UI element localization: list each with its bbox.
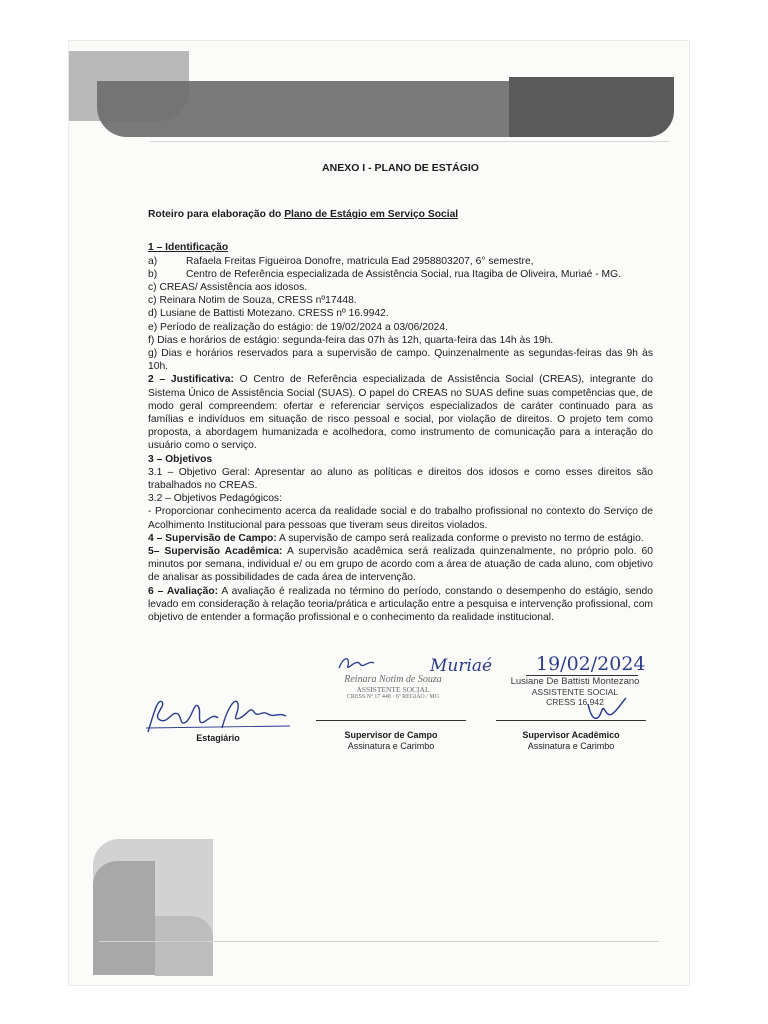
estagiario-caption <box>148 733 288 744</box>
section-objetivos <box>148 453 653 532</box>
section-justificativa <box>148 373 653 452</box>
objetivos-pedagogicos-text: - Proporcionar conhecimento acerca da realidade social e do trabalho profissional no contexto do Serviço de Acolhimento Institucional para pessoas que tiveram seus direitos violados. <box>148 506 653 531</box>
estagiario-label: Estagiário <box>196 733 240 743</box>
ident-item-f: f) Dias e horários de estágio: segunda-feira das 07h às 12h, quarta-feira das 14h às 19h. <box>148 334 554 346</box>
academico-signature-icon <box>584 696 628 728</box>
campo-stamp <box>328 674 458 700</box>
section-identificacao <box>148 241 653 373</box>
identificacao-heading: 1 – Identificação <box>148 242 229 254</box>
footer-decoration-dark <box>93 861 155 975</box>
campo-caption <box>316 730 466 752</box>
document-title: ANEXO I - PLANO DE ESTÁGIO <box>322 162 479 174</box>
academico-signature-line <box>496 720 646 721</box>
ident-item-d: d) Lusiane de Battisti Motezano. CRESS nº 16.9942. <box>148 308 389 320</box>
ident-item-e: e) Período de realização do estágio: de 19/02/2024 a 03/06/2024. <box>148 321 448 333</box>
document-body <box>148 162 653 624</box>
ident-a-text: Rafaela Freitas Figueiroa Donofre, matricula Ead 2958803207, 6° semestre, <box>186 255 534 267</box>
header-decoration-darker <box>509 77 674 137</box>
header-decoration-dark <box>97 81 527 137</box>
roteiro-line <box>148 208 653 221</box>
ident-item-c1: c) CREAS/ Assistência aos idosos. <box>148 282 308 294</box>
section-supervisao-campo <box>148 532 653 545</box>
academico-stamp-name: Lusiane De Battisti Montezano <box>510 676 640 687</box>
roteiro-prefix: Roteiro para elaboração do <box>148 209 285 221</box>
objetivos-pedagogicos-heading: 3.2 – Objetivos Pedagógicos: <box>148 493 282 505</box>
justificativa-heading: 2 – Justificativa: <box>148 374 234 386</box>
academico-caption <box>496 730 646 752</box>
justificativa-text: O Centro de Referência especializada de Assistência Social (CREAS), integrante do Sistema Único de Assistência Social (SUAS). O papel do CREAS no SUAS define suas competências que, de modo geral compreendem: ofertar e referenciar serviços especializados de caráter continuado para as famílias e indivíduos em situação de risco pessoal e social, por violação de direitos. O projeto tem como proposta, a abordagem humanizada e acolhedora, como instrumento de comunicação para a interação do usuário como o serviço. <box>148 374 654 452</box>
campo-sub: Assinatura e Carimbo <box>347 741 435 751</box>
academico-label: Supervisor Acadêmico <box>522 730 620 740</box>
roteiro-link: Plano de Estágio em Serviço Social <box>284 209 459 221</box>
avaliacao-heading: 6 – Avaliação: <box>148 585 219 597</box>
campo-stamp-name: Reinara Notim de Souza <box>344 674 442 685</box>
campo-label: Supervisor de Campo <box>344 730 438 740</box>
supervisao-campo-heading: 4 – Supervisão de Campo: <box>148 532 277 544</box>
ident-item-g: g) Dias e horários reservados para a supervisão de campo. Quinzenalmente as segundas-feiras das 9h às 10h. <box>148 348 653 373</box>
campo-stamp-role: ASSISTENTE SOCIAL <box>356 685 430 694</box>
signature-area <box>148 653 658 770</box>
ident-item-c2: c) Reinara Notim de Souza, CRESS nº17448. <box>148 295 357 307</box>
avaliacao-text: A avaliação é realizada no término do período, constando o desempenho do estágio, sendo levado em consideração à relação teoria/prática e articulação entre a pesquisa e intervenção profissional, com objetivo de entender a formação profissional e o conhecimento da realidade institucional. <box>148 585 654 624</box>
ident-b-text: Centro de Referência especializada de Assistência Social, rua Itagiba de Oliveira, Muriaé - MG. <box>186 268 621 280</box>
supervisao-campo-text: A supervisão de campo será realizada conforme o previsto no termo de estágio. <box>276 532 644 544</box>
footer-decoration-mid <box>155 916 213 976</box>
supervisao-academica-text: A supervisão acadêmica será realizada quinzenalmente, no próprio polo. 60 minutos por semana, individual e/ ou em grupo de acordo com a área de atuação de cada aluno, com objetivo de analisar as possibilidades de cada área de intervenção. <box>148 546 653 584</box>
academico-sub: Assinatura e Carimbo <box>527 741 615 751</box>
ident-a-letter: a) <box>148 255 158 267</box>
header-divider <box>149 141 669 142</box>
campo-stamp-reg: CRESS Nº 17 448 · 6ª REGIÃO / MG <box>346 694 440 700</box>
campo-signature-line <box>316 720 466 721</box>
footer-divider <box>99 941 659 942</box>
section-avaliacao <box>148 585 653 625</box>
ident-item-a <box>148 255 653 268</box>
section-supervisao-academica <box>148 545 653 585</box>
handwritten-place: Muriaé <box>430 656 493 676</box>
academico-stamp-reg: CRESS 16.942 <box>546 697 604 707</box>
academico-stamp-role: ASSISTENTE SOCIAL <box>531 687 619 697</box>
objetivos-heading: 3 – Objetivos <box>148 453 213 465</box>
objetivo-geral: 3.1 – Objetivo Geral: Apresentar ao aluno as políticas e direitos dos idosos e como esses direitos são trabalhados no CREAS. <box>148 466 653 492</box>
supervisao-academica-heading: 5– Supervisão Acadêmica: <box>148 546 283 558</box>
handwritten-date: 19/02/2024 <box>536 653 646 675</box>
ident-b-letter: b) <box>148 268 158 280</box>
ident-item-b <box>148 268 653 281</box>
